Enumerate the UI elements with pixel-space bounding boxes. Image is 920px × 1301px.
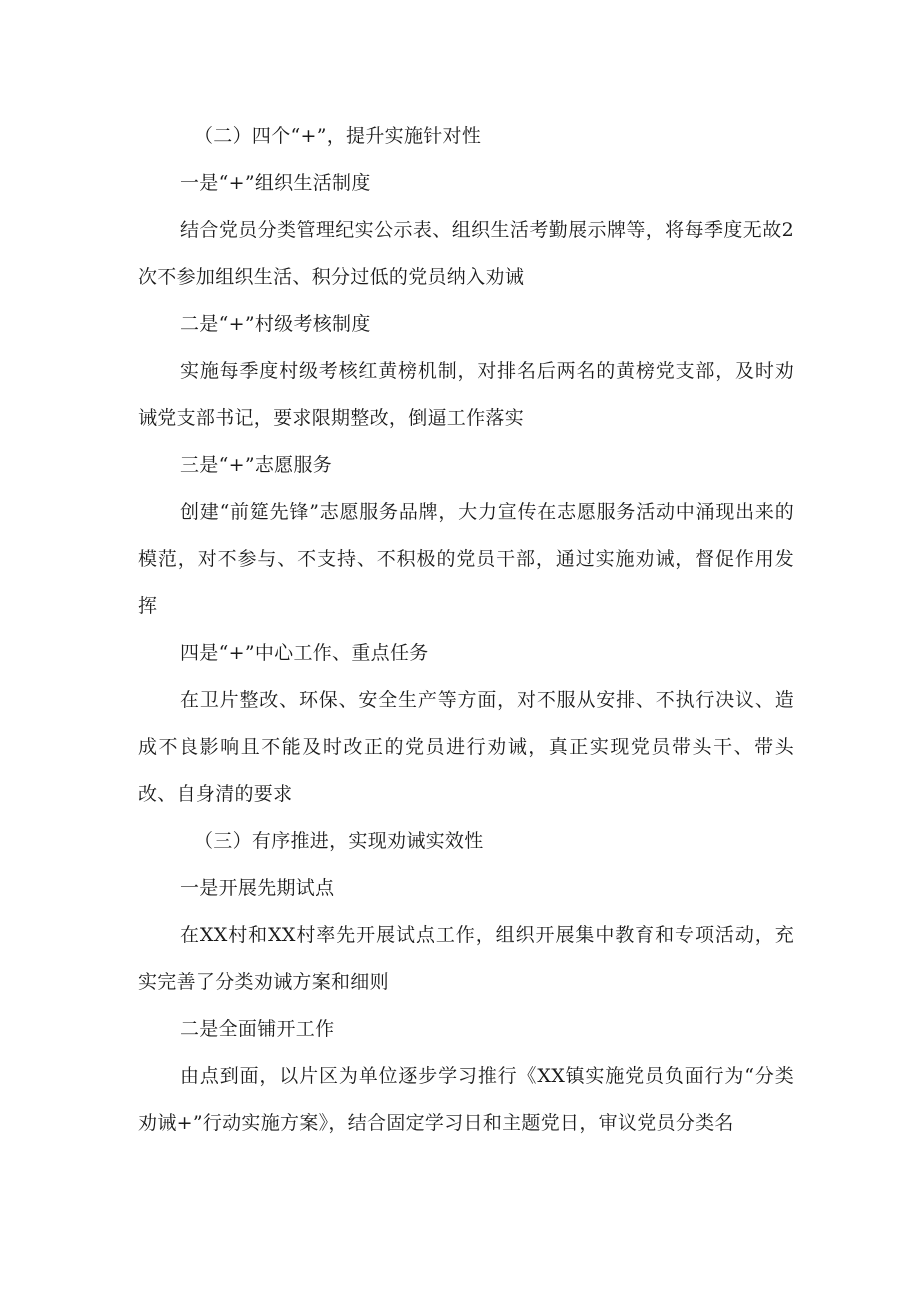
item-heading: 四是“+”中心工作、重点任务	[180, 642, 429, 664]
section-heading-3: （三）有序推进，实现劝诫实效性	[194, 830, 484, 852]
body-paragraph: 在XX村和XX村率先开展试点工作，组织开展集中教育和专项活动，充实完善了分类劝诫方案和细则	[138, 924, 794, 993]
item-heading: 一是开展先期试点	[180, 877, 335, 899]
body-paragraph: 由点到面，以片区为单位逐步学习推行《XX镇实施党员负面行为“分类劝诫+”行动实施方案》，结合固定学习日和主题党日，审议党员分类名	[138, 1065, 794, 1134]
body-paragraph: 创建“前筵先锋”志愿服务品牌，大力宣传在志愿服务活动中涌现出来的模范，对不参与、不支持、不积极的党员干部，通过实施劝诫，督促作用发挥	[138, 501, 794, 617]
item-heading: 二是“+”村级考核制度	[180, 313, 371, 335]
section-heading-2: （二）四个“+”，提升实施针对性	[194, 125, 482, 147]
item-heading: 三是“+”志愿服务	[180, 454, 333, 476]
document-body	[138, 113, 794, 1147]
body-paragraph: 实施每季度村级考核红黄榜机制，对排名后两名的黄榜党支部，及时劝诫党支部书记，要求限期整改，倒逼工作落实	[138, 360, 794, 429]
body-paragraph: 结合党员分类管理纪实公示表、组织生活考勤展示牌等，将每季度无故2次不参加组织生活、积分过低的党员纳入劝诫	[138, 219, 794, 288]
body-paragraph: 在卫片整改、环保、安全生产等方面，对不服从安排、不执行决议、造成不良影响且不能及时改正的党员进行劝诫，真正实现党员带头干、带头改、自身清的要求	[138, 689, 794, 805]
item-heading: 二是全面铺开工作	[180, 1018, 335, 1040]
item-heading: 一是“+”组织生活制度	[180, 172, 371, 194]
